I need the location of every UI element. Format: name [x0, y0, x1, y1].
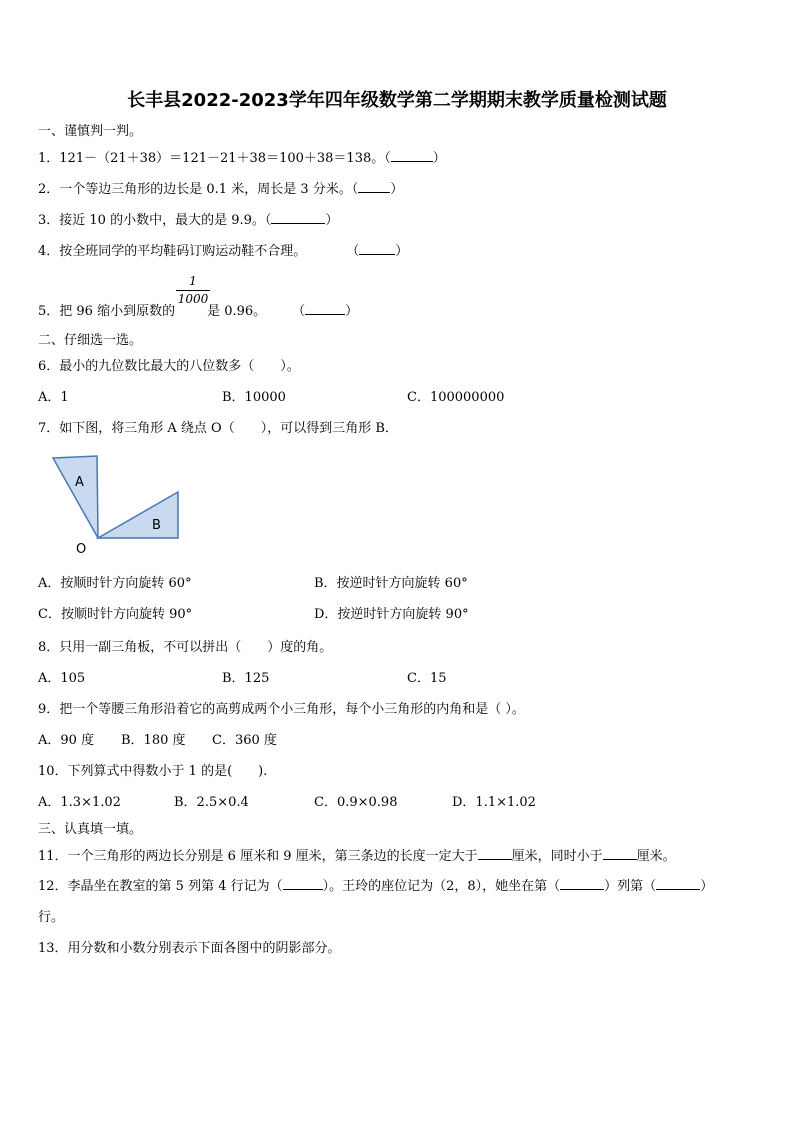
- q9-option-b[interactable]: B．180 度: [121, 733, 186, 748]
- question-4-open: （: [346, 244, 360, 259]
- question-12: [38, 875, 713, 894]
- q7-option-b[interactable]: B．按逆时针方向旋转 60°: [314, 576, 468, 591]
- q6-option-a[interactable]: A．1: [38, 390, 69, 405]
- question-7: 7．如下图，将三角形 A 绕点 O（ ），可以得到三角形 B．: [38, 421, 398, 436]
- label-b: B: [152, 518, 161, 533]
- question-3-text: 3．接近 10 的小数中，最大的是 9.9。（: [38, 213, 272, 228]
- question-6: 6．最小的九位数比最大的八位数多（ ）。: [38, 359, 300, 374]
- question-11: [38, 845, 676, 864]
- question-4-text: 4．按全班同学的平均鞋码订购运动鞋不合理。: [38, 244, 307, 259]
- answer-blank-1[interactable]: [391, 149, 433, 162]
- question-9: 9．把一个等腰三角形沿着它的高剪成两个小三角形，每个小三角形的内角和是（ ）。: [38, 702, 525, 717]
- question-3-close: ）: [325, 213, 339, 228]
- question-1: [38, 147, 446, 166]
- question-3: [38, 209, 338, 228]
- question-10: 10．下列算式中得数小于 1 的是( ).: [38, 764, 268, 779]
- question-1-text: 1．121－（21＋38）＝121－21＋38＝100＋38＝138。（: [38, 151, 391, 166]
- label-a: A: [75, 475, 84, 490]
- rotation-figure: [40, 448, 200, 560]
- answer-blank-4[interactable]: [359, 242, 395, 255]
- question-12-mid1: ）。王玲的座位记为（2，8），她坐在第（: [322, 879, 561, 894]
- q7-option-a[interactable]: A．按顺时针方向旋转 60°: [38, 576, 192, 591]
- section-heading-3: 三、认真填一填。: [38, 822, 143, 837]
- q7-option-d[interactable]: D．按逆时针方向旋转 90°: [314, 607, 469, 622]
- question-5-pre: 5．把 96 缩小到原数的: [38, 304, 176, 319]
- triangle-a: [53, 456, 98, 538]
- q6-option-b[interactable]: B．10000: [222, 390, 286, 405]
- q7-option-c[interactable]: C．按顺时针方向旋转 90°: [38, 607, 193, 622]
- section-heading-1: 一、谨慎判一判。: [38, 124, 143, 139]
- q9-option-a[interactable]: A．90 度: [38, 733, 95, 748]
- question-5-open: （: [292, 304, 306, 319]
- q8-option-b[interactable]: B．125: [222, 671, 270, 686]
- answer-blank-12a[interactable]: [283, 877, 323, 890]
- question-1-close: ）: [432, 151, 446, 166]
- fraction-denominator: 1000: [177, 292, 209, 306]
- fraction-numerator: 1: [176, 274, 210, 291]
- question-5-close: ）: [345, 304, 359, 319]
- fraction-one-thousandth: [176, 274, 210, 306]
- page-title: 长丰县2022-2023学年四年级数学第二学期期末教学质量检测试题: [127, 90, 667, 111]
- answer-blank-5[interactable]: [305, 302, 345, 315]
- question-12-mid2: ）列第（: [604, 879, 657, 894]
- question-11-pre: 11．一个三角形的两边长分别是 6 厘米和 9 厘米，第三条边的长度一定大于: [38, 849, 478, 864]
- question-13: 13．用分数和小数分别表示下面各图中的阴影部分。: [38, 941, 341, 956]
- triangle-b: [98, 492, 178, 538]
- answer-blank-12c[interactable]: [656, 877, 700, 890]
- answer-blank-3[interactable]: [271, 211, 325, 224]
- q10-option-b[interactable]: B．2.5×0.4: [174, 795, 249, 810]
- label-o: O: [76, 542, 87, 557]
- q9-option-c[interactable]: C．360 度: [212, 733, 277, 748]
- question-12-end: ）: [700, 879, 714, 894]
- answer-blank-11b[interactable]: [603, 847, 637, 860]
- q8-option-c[interactable]: C．15: [407, 671, 447, 686]
- question-11-end: 厘米。: [636, 849, 676, 864]
- question-8: 8．只用一副三角板，不可以拼出（ ）度的角。: [38, 640, 333, 655]
- q10-option-d[interactable]: D．1.1×1.02: [452, 795, 536, 810]
- question-11-mid: 厘米，同时小于: [511, 849, 603, 864]
- answer-blank-11a[interactable]: [478, 847, 512, 860]
- answer-blank-12b[interactable]: [560, 877, 604, 890]
- q8-option-a[interactable]: A．105: [38, 671, 86, 686]
- question-2-text: 2．一个等边三角形的边长是 0.1 米，周长是 3 分米。（: [38, 182, 359, 197]
- q6-option-c[interactable]: C．100000000: [407, 390, 505, 405]
- question-2: [38, 178, 403, 197]
- question-5-post: 是 0.96。: [207, 304, 267, 319]
- question-4-close: ）: [395, 244, 409, 259]
- question-4: [38, 240, 408, 259]
- answer-blank-2[interactable]: [358, 180, 390, 193]
- question-2-close: ）: [390, 182, 404, 197]
- question-12-continuation: 行。: [38, 910, 65, 925]
- q10-option-c[interactable]: C．0.9×0.98: [314, 795, 398, 810]
- question-12-pre: 12．李晶坐在教室的第 5 列第 4 行记为（: [38, 879, 283, 894]
- section-heading-2: 二、仔细选一选。: [38, 333, 143, 348]
- q10-option-a[interactable]: A．1.3×1.02: [38, 795, 121, 810]
